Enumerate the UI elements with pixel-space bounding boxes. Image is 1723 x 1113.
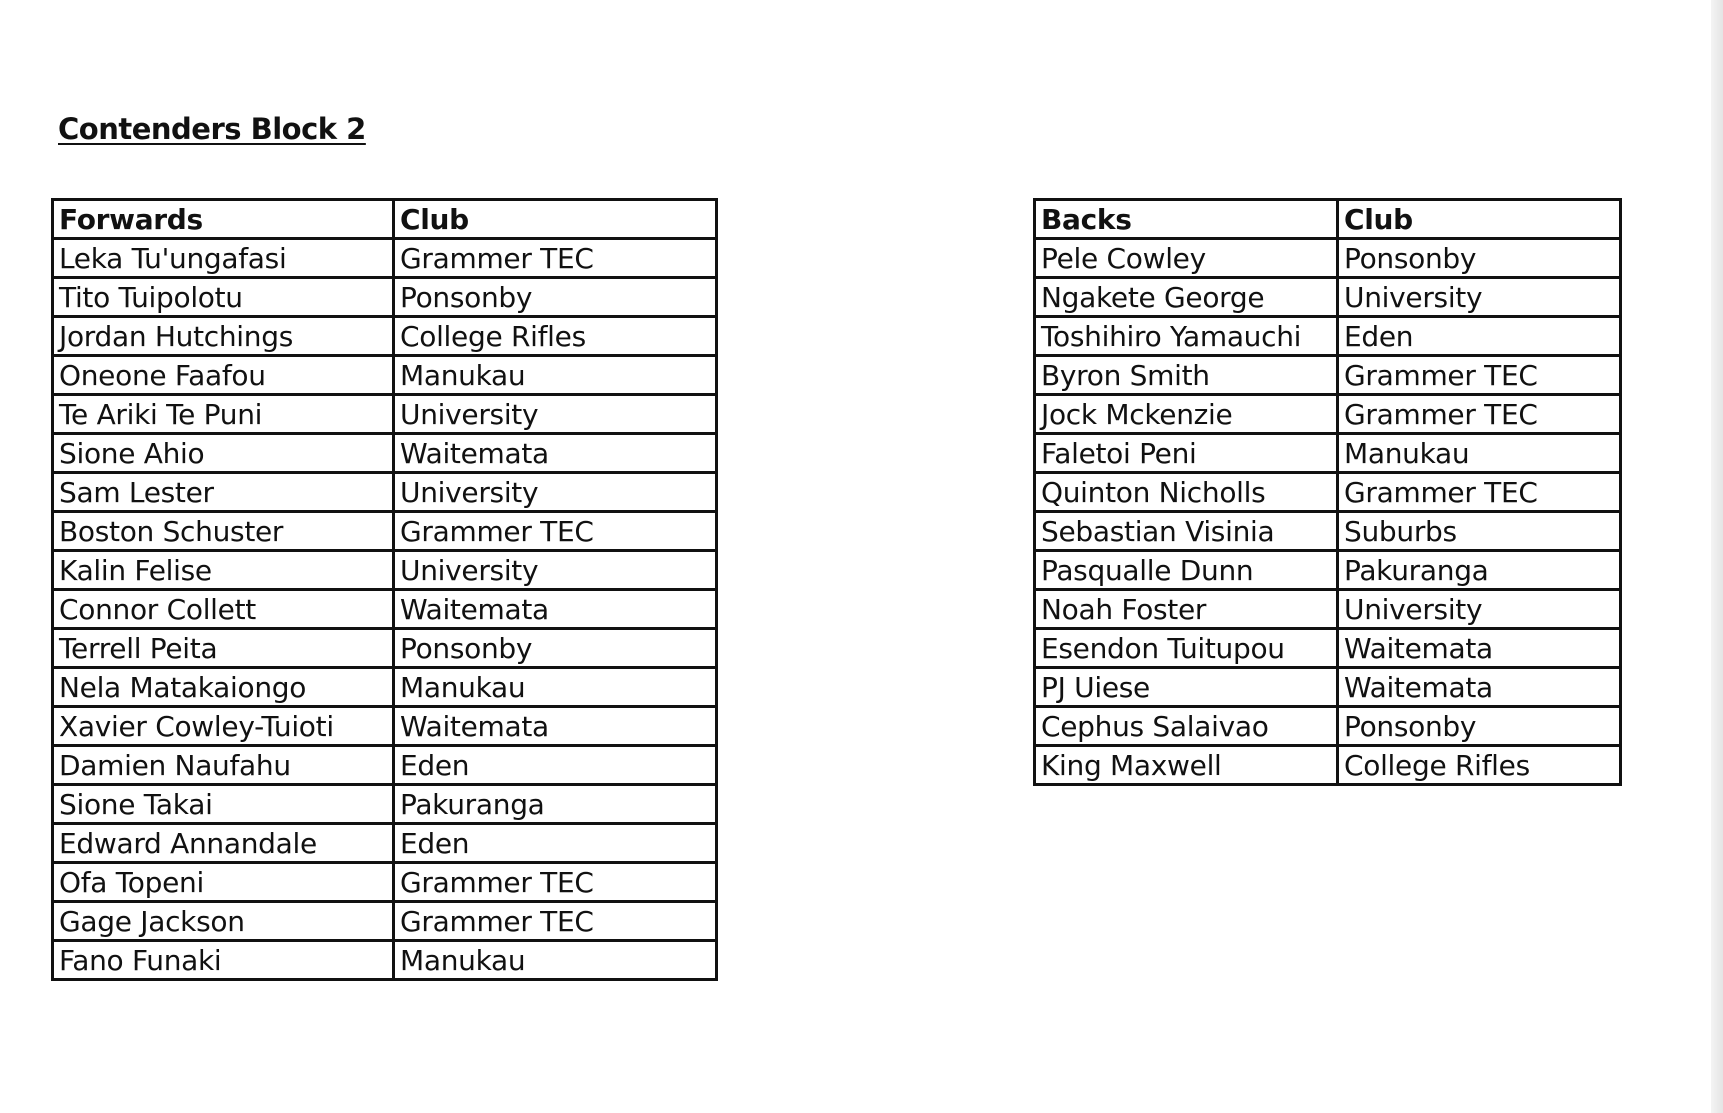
player-name-cell: Toshihiro Yamauchi	[1035, 317, 1338, 356]
player-name-cell: Cephus Salaivao	[1035, 707, 1338, 746]
backs-table-body	[1035, 239, 1621, 785]
player-name-cell: Nela Matakaiongo	[53, 668, 394, 707]
player-name-cell: Damien Naufahu	[53, 746, 394, 785]
club-cell: College Rifles	[394, 317, 717, 356]
club-cell: Grammer TEC	[1338, 395, 1621, 434]
club-cell: Eden	[394, 824, 717, 863]
table-row	[53, 356, 717, 395]
club-cell: Eden	[1338, 317, 1621, 356]
table-row	[1035, 395, 1621, 434]
player-name-cell: Terrell Peita	[53, 629, 394, 668]
table-row	[53, 434, 717, 473]
player-name-cell: Xavier Cowley-Tuioti	[53, 707, 394, 746]
club-cell: Ponsonby	[1338, 239, 1621, 278]
table-row	[53, 551, 717, 590]
club-cell: Manukau	[394, 941, 717, 980]
table-row	[53, 902, 717, 941]
table-row	[1035, 629, 1621, 668]
page-edge	[1711, 0, 1723, 1113]
club-cell: University	[394, 473, 717, 512]
player-name-cell: King Maxwell	[1035, 746, 1338, 785]
table-row	[1035, 356, 1621, 395]
club-cell: Waitemata	[1338, 629, 1621, 668]
player-name-cell: Sam Lester	[53, 473, 394, 512]
club-cell: Manukau	[1338, 434, 1621, 473]
player-name-cell: Pasqualle Dunn	[1035, 551, 1338, 590]
player-name-cell: PJ Uiese	[1035, 668, 1338, 707]
table-row	[1035, 512, 1621, 551]
player-name-cell: Byron Smith	[1035, 356, 1338, 395]
table-row	[53, 707, 717, 746]
table-row	[53, 668, 717, 707]
table-row	[1035, 317, 1621, 356]
club-cell: Grammer TEC	[1338, 473, 1621, 512]
club-cell: Pakuranga	[1338, 551, 1621, 590]
table-row	[53, 863, 717, 902]
club-cell: Waitemata	[1338, 668, 1621, 707]
table-row	[53, 473, 717, 512]
table-row	[53, 239, 717, 278]
table-row	[1035, 668, 1621, 707]
table-row	[53, 941, 717, 980]
player-name-cell: Ofa Topeni	[53, 863, 394, 902]
club-cell: Grammer TEC	[1338, 356, 1621, 395]
player-name-cell: Jock Mckenzie	[1035, 395, 1338, 434]
player-name-cell: Te Ariki Te Puni	[53, 395, 394, 434]
table-row	[53, 512, 717, 551]
backs-column-header: Backs	[1035, 200, 1338, 239]
player-name-cell: Boston Schuster	[53, 512, 394, 551]
table-row	[1035, 746, 1621, 785]
table-row	[1035, 707, 1621, 746]
club-cell: Waitemata	[394, 434, 717, 473]
page-title: Contenders Block 2	[58, 112, 366, 146]
player-name-cell: Kalin Felise	[53, 551, 394, 590]
player-name-cell: Oneone Faafou	[53, 356, 394, 395]
player-name-cell: Leka Tu'ungafasi	[53, 239, 394, 278]
club-cell: University	[1338, 278, 1621, 317]
club-cell: College Rifles	[1338, 746, 1621, 785]
club-cell: Grammer TEC	[394, 512, 717, 551]
table-row	[53, 395, 717, 434]
club-cell: University	[394, 395, 717, 434]
player-name-cell: Tito Tuipolotu	[53, 278, 394, 317]
club-cell: Manukau	[394, 668, 717, 707]
table-header-row	[53, 200, 717, 239]
club-cell: University	[1338, 590, 1621, 629]
table-row	[1035, 239, 1621, 278]
player-name-cell: Pele Cowley	[1035, 239, 1338, 278]
table-row	[53, 590, 717, 629]
club-column-header: Club	[394, 200, 717, 239]
player-name-cell: Gage Jackson	[53, 902, 394, 941]
club-cell: Ponsonby	[394, 629, 717, 668]
table-row	[53, 278, 717, 317]
player-name-cell: Ngakete George	[1035, 278, 1338, 317]
forwards-table	[51, 198, 718, 981]
player-name-cell: Esendon Tuitupou	[1035, 629, 1338, 668]
table-row	[53, 824, 717, 863]
player-name-cell: Noah Foster	[1035, 590, 1338, 629]
table-row	[1035, 473, 1621, 512]
table-row	[1035, 434, 1621, 473]
club-cell: University	[394, 551, 717, 590]
table-row	[53, 746, 717, 785]
backs-table	[1033, 198, 1622, 786]
table-row	[1035, 278, 1621, 317]
club-cell: Pakuranga	[394, 785, 717, 824]
club-cell: Waitemata	[394, 707, 717, 746]
player-name-cell: Edward Annandale	[53, 824, 394, 863]
player-name-cell: Connor Collett	[53, 590, 394, 629]
club-cell: Grammer TEC	[394, 902, 717, 941]
club-cell: Grammer TEC	[394, 863, 717, 902]
table-row	[53, 317, 717, 356]
club-cell: Grammer TEC	[394, 239, 717, 278]
table-header-row	[1035, 200, 1621, 239]
table-row	[1035, 551, 1621, 590]
club-cell: Ponsonby	[394, 278, 717, 317]
table-row	[1035, 590, 1621, 629]
club-cell: Manukau	[394, 356, 717, 395]
club-cell: Waitemata	[394, 590, 717, 629]
player-name-cell: Sione Ahio	[53, 434, 394, 473]
player-name-cell: Fano Funaki	[53, 941, 394, 980]
forwards-table-body	[53, 239, 717, 980]
club-cell: Ponsonby	[1338, 707, 1621, 746]
club-cell: Eden	[394, 746, 717, 785]
club-column-header: Club	[1338, 200, 1621, 239]
forwards-column-header: Forwards	[53, 200, 394, 239]
player-name-cell: Quinton Nicholls	[1035, 473, 1338, 512]
player-name-cell: Sione Takai	[53, 785, 394, 824]
player-name-cell: Faletoi Peni	[1035, 434, 1338, 473]
table-row	[53, 629, 717, 668]
table-row	[53, 785, 717, 824]
player-name-cell: Jordan Hutchings	[53, 317, 394, 356]
player-name-cell: Sebastian Visinia	[1035, 512, 1338, 551]
club-cell: Suburbs	[1338, 512, 1621, 551]
